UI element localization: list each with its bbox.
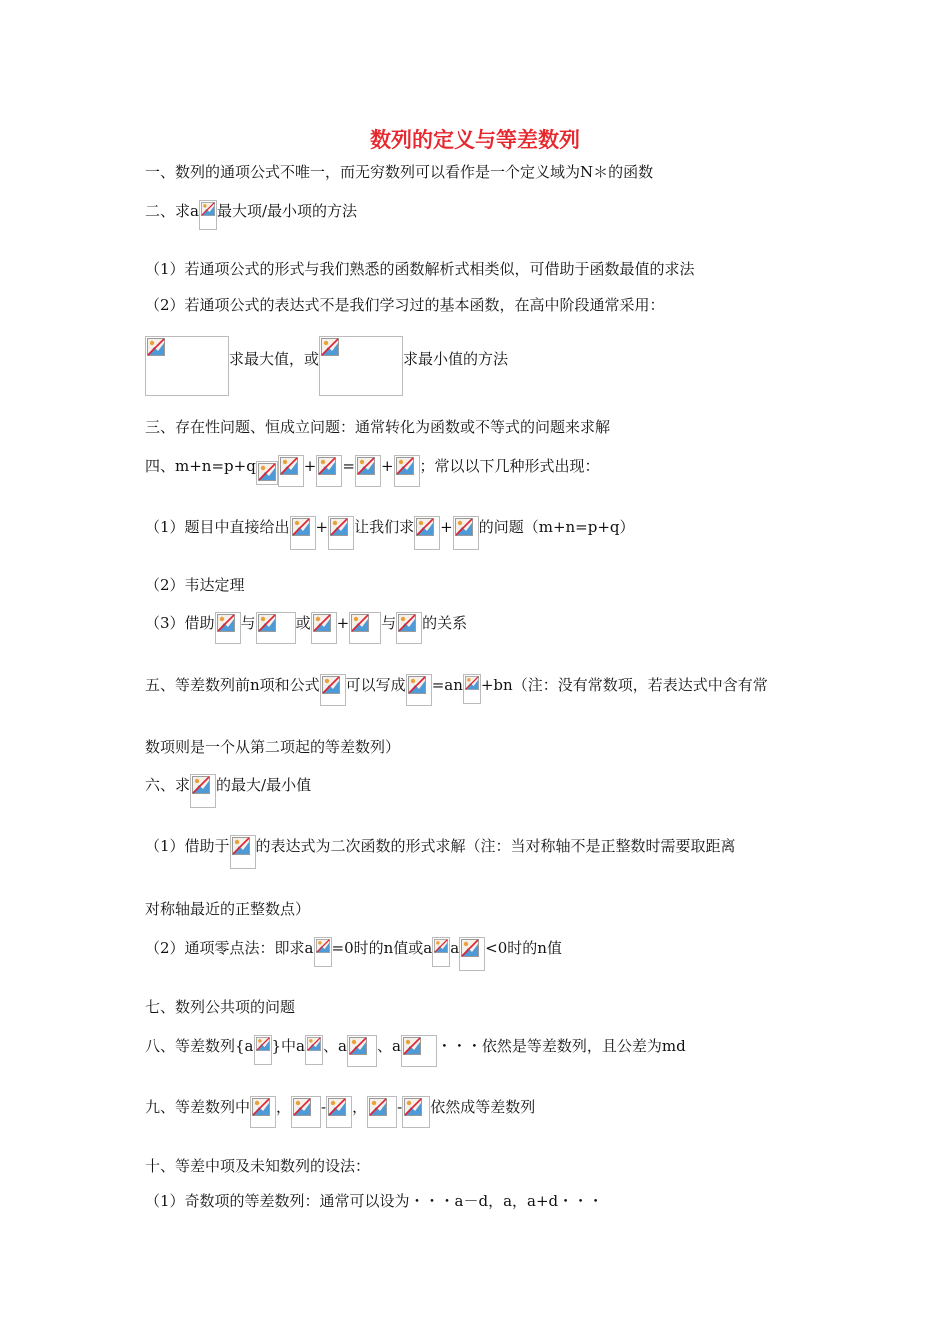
comma-sign: ， (276, 1098, 292, 1116)
section-8 (145, 1035, 686, 1067)
formula-image-icon (230, 835, 256, 869)
formula-image-icon (278, 455, 304, 487)
section-8-text-c: 、a (323, 1037, 347, 1055)
formula-image-icon (394, 455, 420, 487)
section-6-item-2-text-b: =0时的n值或a (331, 939, 433, 957)
section-2-item-3-text-b: 求最小值的方法 (403, 350, 509, 368)
minus-sign: - (321, 1098, 327, 1116)
section-6-item-1 (145, 835, 736, 869)
formula-image-icon (463, 674, 481, 704)
section-8-text-e: ・・・依然是等差数列，且公差为md (436, 1037, 686, 1055)
section-6-item-2-text-c: a (450, 939, 460, 957)
formula-image-icon (290, 516, 316, 550)
section-2-item-1 (145, 258, 695, 280)
section-9 (145, 1096, 535, 1128)
section-2 (145, 200, 357, 230)
formula-image-icon (320, 674, 346, 706)
section-2-item-2-text: （2）若通项公式的表达式不是我们学习过的基本函数，在高中阶段通常采用： (145, 296, 665, 314)
section-8-text-d: 、a (376, 1037, 401, 1055)
formula-image-icon (396, 612, 422, 644)
section-4-item-1-text-b: 让我们求 (354, 518, 415, 536)
section-5 (145, 674, 768, 706)
formula-image-icon (349, 612, 381, 644)
section-9-text-b: 依然成等差数列 (430, 1098, 536, 1116)
formula-image-icon (190, 774, 216, 808)
section-4-text-b: ；常以以下几种形式出现： (419, 457, 600, 475)
formula-image-icon (254, 1035, 272, 1065)
section-4 (145, 455, 600, 487)
section-4-item-3-text-a: （3）借助 (145, 614, 215, 632)
section-6-item-1-text-continued: 对称轴最近的正整数点） (145, 900, 311, 918)
section-4-item-3-text-d: 与 (381, 614, 397, 632)
section-4-item-1-text-a: （1）题目中直接给出 (145, 518, 290, 536)
formula-image-icon (328, 516, 354, 550)
section-10-item-1 (145, 1190, 603, 1212)
section-4-item-1 (145, 516, 635, 550)
formula-image-icon (401, 1035, 437, 1067)
formula-image-icon (355, 455, 381, 487)
formula-image-icon (402, 1096, 430, 1128)
document-title: 数列的定义与等差数列 (370, 128, 580, 152)
section-10-text: 十、等差中项及未知数列的设法： (145, 1157, 371, 1175)
section-5-text-continued: 数项则是一个从第二项起的等差数列） (145, 738, 401, 756)
section-8-text-a: 八、等差数列{a (145, 1037, 254, 1055)
plus-sign: + (440, 518, 453, 536)
section-10-item-1-text: （1）奇数项的等差数列：通常可以设为・・・a－d，a，a+d・・・ (145, 1192, 604, 1210)
formula-image-icon (367, 1096, 397, 1128)
section-6-item-2-text-a: （2）通项零点法：即求a (145, 939, 314, 957)
section-5-text-d: +bn（注：没有常数项，若表达式中含有常 (480, 676, 768, 694)
formula-image-icon (406, 674, 432, 706)
section-4-item-3 (145, 612, 467, 644)
plus-sign: + (380, 457, 394, 475)
plus-sign: + (303, 457, 317, 475)
section-5-text-a: 五、等差数列前n项和公式 (145, 676, 320, 694)
section-7 (145, 996, 295, 1018)
section-6-item-1-continued (145, 898, 310, 920)
formula-image-icon (215, 612, 241, 644)
formula-image-icon (432, 937, 450, 967)
formula-image-icon (311, 612, 337, 644)
formula-image-icon (250, 1096, 276, 1128)
section-4-item-2 (145, 574, 245, 596)
section-1 (145, 161, 653, 183)
formula-image-icon (326, 1096, 352, 1128)
section-6-text-a: 六、求 (145, 776, 191, 794)
section-2-text-b: 最大项/最小项的方法 (216, 202, 358, 220)
formula-image-icon (319, 336, 403, 396)
section-2-item-3 (145, 336, 508, 396)
section-10 (145, 1155, 370, 1177)
section-2-item-1-text: （1）若通项公式的形式与我们熟悉的函数解析式相类似，可借助于函数最值的求法 (145, 260, 695, 278)
formula-image-icon (316, 455, 342, 487)
section-9-text-a: 九、等差数列中 (145, 1098, 251, 1116)
section-6-item-1-text-b: 的表达式为二次函数的形式求解（注：当对称轴不是正整数时需要取距离 (255, 837, 736, 855)
formula-image-icon (305, 1035, 323, 1065)
formula-image-icon (347, 1035, 377, 1067)
section-4-item-1-text-c: 的问题（m+n=p+q） (478, 518, 635, 536)
section-3 (145, 416, 610, 438)
formula-image-icon (414, 516, 440, 550)
section-6-item-2-text-d: <0时的n值 (485, 939, 562, 957)
section-3-text: 三、存在性问题、恒成立问题：通常转化为函数或不等式的问题来求解 (145, 418, 611, 436)
section-2-text-a: 二、求a (145, 202, 199, 220)
section-5-text-c: =an (431, 676, 463, 694)
formula-image-icon (291, 1096, 321, 1128)
section-1-text: 一、数列的通项公式不唯一，而无穷数列可以看作是一个定义域为N＊的函数 (145, 163, 654, 181)
plus-sign: + (336, 614, 350, 632)
formula-image-icon (256, 461, 278, 485)
section-4-item-3-text-b: 与 (240, 614, 256, 632)
section-4-text-a: 四、m+n=p+q (145, 457, 256, 475)
formula-image-icon (459, 937, 485, 971)
plus-sign: + (315, 518, 329, 536)
comma-sign: ， (352, 1098, 368, 1116)
formula-image-icon (314, 937, 332, 967)
equals-sign: = (342, 457, 355, 475)
minus-sign: - (397, 1098, 403, 1116)
section-6-text-b: 的最大/最小值 (216, 776, 312, 794)
formula-image-icon (256, 612, 296, 644)
section-8-text-b: }中a (271, 1037, 305, 1055)
section-2-item-2 (145, 294, 665, 316)
section-2-item-3-text-a: 求最大值，或 (229, 350, 320, 368)
section-6 (145, 774, 311, 808)
section-7-text: 七、数列公共项的问题 (145, 998, 296, 1016)
formula-image-icon (453, 516, 479, 550)
section-5-continued (145, 736, 400, 758)
section-6-item-2 (145, 937, 562, 971)
formula-image-icon (199, 200, 217, 230)
section-4-item-2-text: （2）韦达定理 (145, 576, 245, 594)
section-5-text-b: 可以写成 (345, 676, 406, 694)
section-4-item-3-text-c: 或 (295, 614, 311, 632)
section-6-item-1-text-a: （1）借助于 (145, 837, 230, 855)
section-4-item-3-text-e: 的关系 (422, 614, 468, 632)
formula-image-icon (145, 336, 229, 396)
